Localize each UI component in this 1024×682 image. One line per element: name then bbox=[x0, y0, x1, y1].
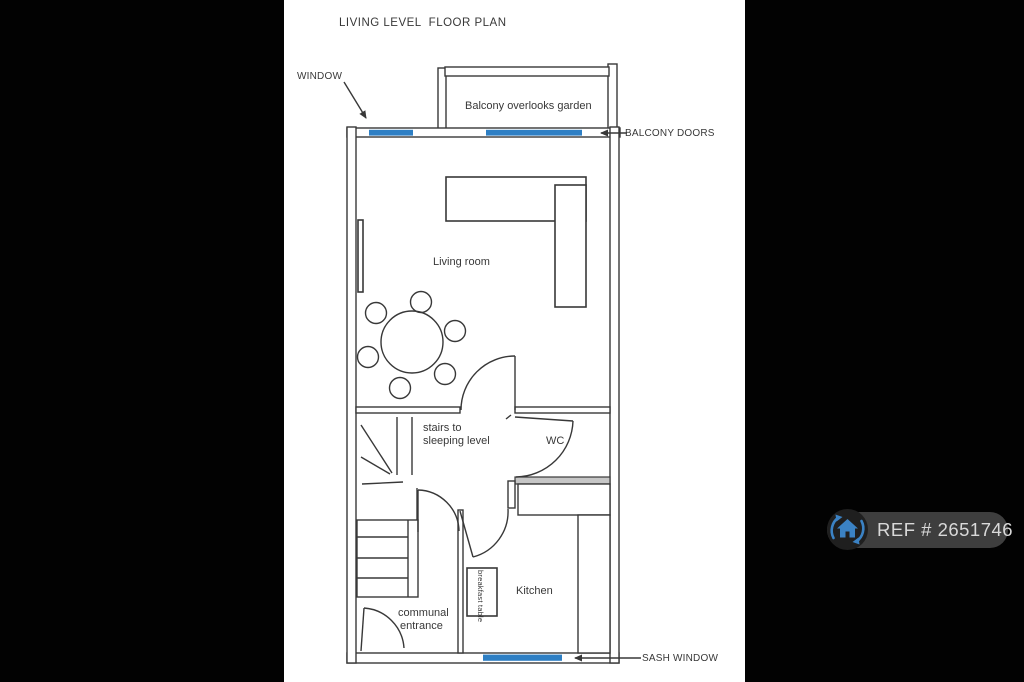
floorplan-canvas bbox=[284, 0, 745, 682]
kitchen-counters bbox=[518, 484, 610, 653]
ref-badge bbox=[827, 512, 1014, 548]
balcony-doors-label: BALCONY DOORS bbox=[625, 128, 715, 139]
window-label: WINDOW bbox=[297, 71, 343, 82]
breakfast-table-label: breakfast table bbox=[476, 570, 485, 623]
stairs bbox=[357, 417, 418, 597]
stairs-label: stairs to sleeping level bbox=[423, 422, 490, 447]
balcony-label: Balcony overlooks garden bbox=[465, 100, 592, 112]
wc-door bbox=[515, 417, 573, 421]
kitchen-label: Kitchen bbox=[516, 585, 553, 597]
living-room-label: Living room bbox=[433, 256, 490, 268]
page-title: LIVING LEVEL FLOOR PLAN bbox=[339, 17, 507, 29]
dining-table-with-chairs bbox=[358, 292, 466, 399]
communal-entrance-label: communal entrance bbox=[398, 607, 449, 632]
entrance-door bbox=[361, 608, 364, 651]
window-arrow bbox=[344, 82, 366, 118]
balcony-doors-pane bbox=[486, 130, 582, 136]
window-pane bbox=[369, 130, 413, 136]
sash-window-pane bbox=[483, 655, 562, 661]
house-sync-icon bbox=[826, 508, 869, 551]
ref-number: REF # 2651746 bbox=[877, 519, 1014, 540]
sash-window-label: SASH WINDOW bbox=[642, 653, 719, 664]
radiator bbox=[358, 220, 363, 292]
sofa bbox=[446, 177, 586, 307]
balcony-structure bbox=[438, 64, 617, 132]
round-table bbox=[381, 311, 443, 373]
wc-label: WC bbox=[546, 435, 565, 447]
